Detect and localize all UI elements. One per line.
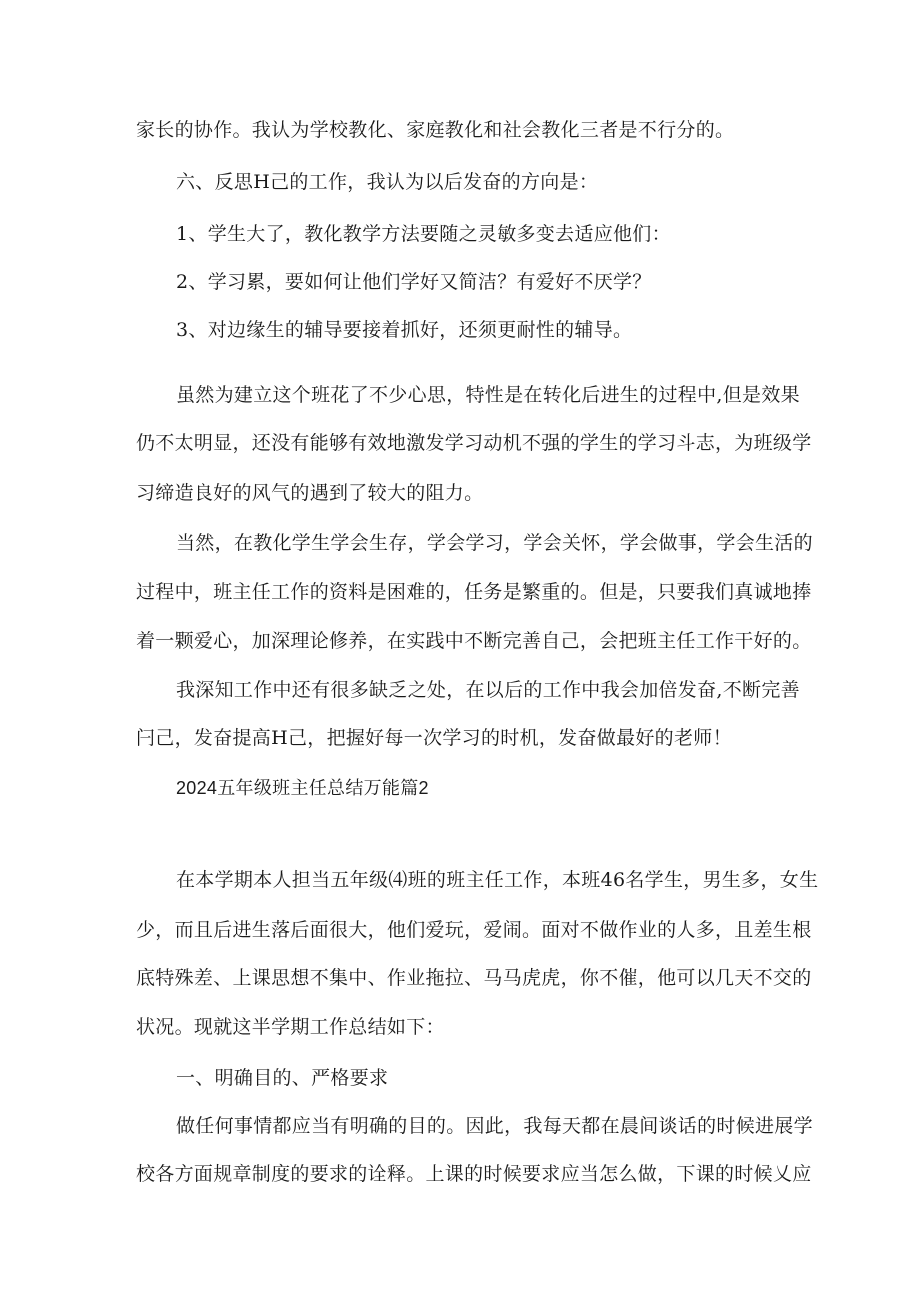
paragraph-effort-line: 虽然为建立这个班花了不少心思，特性是在转化后进生的过程中,但是效果 bbox=[176, 384, 800, 406]
paragraph-goal-line: 做任何事情都应当有明确的目的。因此，我每天都在晨间谈话的时候进展学 bbox=[176, 1115, 813, 1137]
paragraph-effort-line: 习缔造良好的风气的遇到了较大的阻力。 bbox=[136, 482, 484, 504]
paragraph-course-line: 当然，在教化学生学会生存，学会学习，学会关怀，学会做事，学会生活的 bbox=[176, 532, 813, 554]
paragraph-effort-line: 仍不太明显，还没有能够有效地激发学习动机不强的学生的学习斗志，为班级学 bbox=[136, 432, 812, 454]
list-item-3: 3、对边缘生的辅导要接着抓好，还须更耐性的辅导。 bbox=[176, 319, 633, 341]
section-heading-six: 六、反思H己的工作，我认为以后发奋的方向是： bbox=[176, 171, 599, 193]
section-heading-one: 一、明确目的、严格要求 bbox=[176, 1067, 389, 1089]
paragraph-intro-line: 底特殊差、上课思想不集中、作业拖拉、马马虎虎，你不催，他可以几天不交的 bbox=[136, 967, 812, 989]
list-item-2: 2、学习累，要如何让他们学好又简洁？有爱好不厌学？ bbox=[176, 271, 652, 293]
list-item-1: 1、学生大了，教化教学方法要随之灵敏多变去适应他们： bbox=[176, 223, 671, 245]
paragraph-self-line: 我深知工作中还有很多缺乏之处，在以后的工作中我会加倍发奋,不断完善 bbox=[176, 679, 800, 701]
paragraph-intro-line: 在本学期本人担当五年级⑷班的班主任工作，本班46名学生，男生多，女生 bbox=[176, 869, 819, 891]
paragraph-continuation-line: 家长的协作。我认为学校教化、家庭教化和社会教化三者是不行分的。 bbox=[136, 119, 735, 141]
paragraph-intro-line: 状况。现就这半学期工作总结如下： bbox=[136, 1016, 445, 1038]
paragraph-course-line: 着一颗爱心，加深理论修养，在实践中不断完善自己，会把班主任工作干好的。 bbox=[136, 630, 812, 652]
paragraph-goal-line: 校各方面规章制度的要求的诠释。上课的时候要求应当怎么做，下课的时候乂应 bbox=[136, 1163, 812, 1185]
paragraph-intro-line: 少，而且后进生落后面很大，他们爱玩，爱闹。面对不做作业的人多，且差生根 bbox=[136, 919, 812, 941]
paragraph-self-line: 闩己，发奋提高H己，把握好每一次学习的时机，发奋做最好的老师！ bbox=[136, 727, 732, 749]
paragraph-course-line: 过程中，班主任工作的资料是困难的，任务是繁重的。但是，只要我们真诚地捧 bbox=[136, 581, 812, 603]
article-title: 2024五年级班主任总结万能篇2 bbox=[176, 778, 429, 798]
